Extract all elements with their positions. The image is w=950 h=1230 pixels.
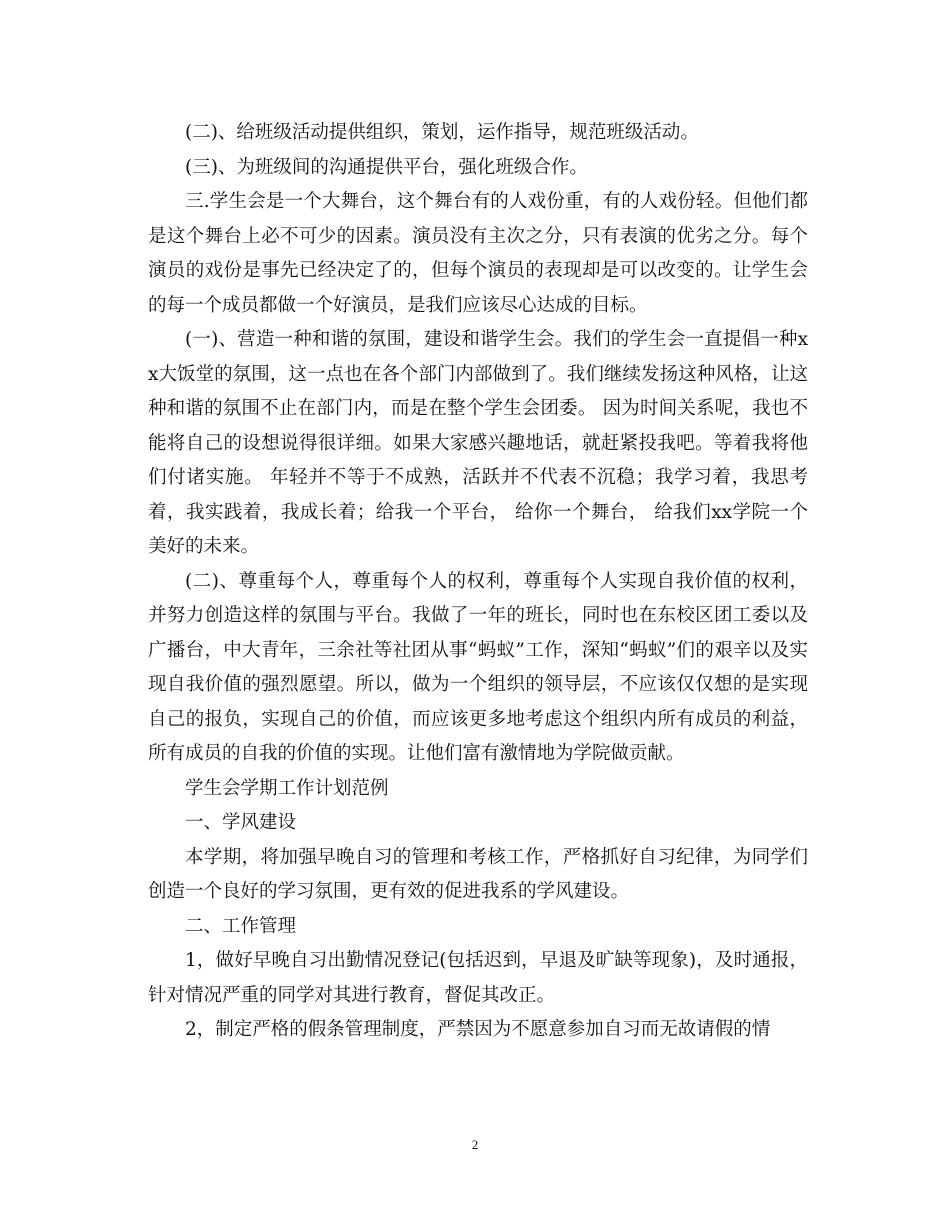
paragraph-study-style-detail: 本学期，将加强早晚自习的管理和考核工作，严格抓好自习纪律，为同学们创造一个良好的学习氛围，更有效的促进我系的学风建设。 [148, 846, 808, 902]
paragraph-harmonious-atmosphere: (一)、营造一种和谐的氛围，建设和谐学生会。我们的学生会一直提倡一种xx大饭堂的氛围，这一点也在各个部门内部做到了。我们继续发扬这种风格，让这种和谐的氛围不止在部门内，而是在整个学生会团委。 因为时间关系呢，我也不能将自己的设想说得很详细。如果大家感兴趣地话，就赶紧投我吧。等着我将他们付诸实施。 年轻并不等于不成熟，活跃并不代表不沉稳；我学习着，我思考着，我实践着，我成长着；给我一个平台， 给你一个舞台， 给我们xx学院一个美好的未来。 [148, 329, 808, 557]
page-number: 2 [471, 1137, 479, 1152]
paragraph-big-stage: 三.学生会是一个大舞台，这个舞台有的人戏份重，有的人戏份轻。但他们都是这个舞台上必不可少的因素。演员没有主次之分，只有表演的优劣之分。每个演员的戏份是事先已经决定了的，但每个演员的表现却是可以改变的。让学生会的每一个成员都做一个好演员，是我们应该尽心达成的目标。 [148, 191, 808, 316]
document-body [148, 116, 808, 1048]
paragraph-attendance-record: 1，做好早晚自习出勤情况登记(包括迟到，早退及旷缺等现象)，及时通报，针对情况严重的同学对其进行教育，督促其改正。 [148, 950, 808, 1006]
section-title-work-plan: 学生会学期工作计划范例 [185, 777, 389, 799]
section-heading-work-management: 二、工作管理 [185, 915, 297, 937]
section-heading-study-style: 一、学风建设 [185, 812, 297, 833]
paragraph-class-communication: (三)、为班级间的沟通提供平台，强化班级合作。 [185, 156, 588, 178]
paragraph-respect-everyone: (二)、尊重每个人，尊重每个人的权利，尊重每个人实现自我价值的权利，并努力创造这样的氛围与平台。我做了一年的班长，同时也在东校区团工委以及广播台，中大青年，三余社等社团从事“蚂蚁”工作，深知“蚂蚁”们的艰辛以及实现自我价值的强烈愿望。所以，做为一个组织的领导层，不应该仅仅想的是实现自己的报负，实现自己的价值，而应该更多地考虑这个组织内所有成员的利益，所有成员的自我的价值的实现。让他们富有激情地为学院做贡献。 [148, 570, 808, 764]
paragraph-leave-policy: 2，制定严格的假条管理制度，严禁因为不愿意参加自习而无故请假的情 [185, 1019, 771, 1040]
paragraph-class-activity-guidance: (二)、给班级活动提供组织，策划，运作指导，规范班级活动。 [185, 122, 699, 143]
